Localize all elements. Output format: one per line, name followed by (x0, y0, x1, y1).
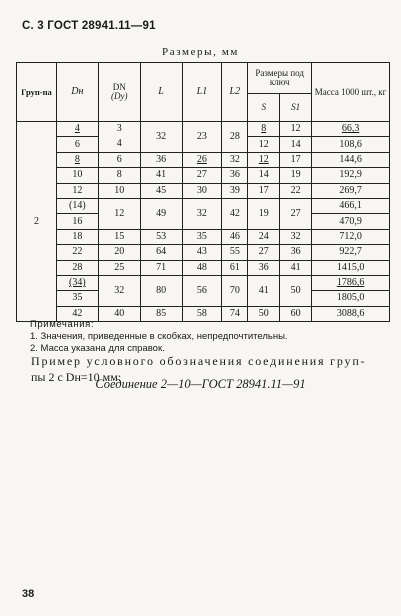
S-cell: 17 (248, 183, 280, 198)
col-dn-line2: (Dу) (110, 91, 128, 101)
L2-cell: 61 (222, 260, 248, 275)
mass-cell: 66,3 (312, 122, 390, 137)
dnv-cell: 10 (98, 183, 140, 198)
L2-cell: 32 (222, 152, 248, 167)
L2-cell: 74 (222, 306, 248, 321)
col-L-header: L (140, 63, 182, 122)
dnv-cell: 15 (98, 229, 140, 244)
col-S-header: S (248, 94, 280, 122)
mass-cell: 269,7 (312, 183, 390, 198)
table-row (17, 122, 390, 137)
L-cell: 80 (140, 275, 182, 306)
S-cell: 14 (248, 168, 280, 183)
L1-cell: 43 (182, 245, 222, 260)
group-cell: 2 (17, 122, 57, 322)
L2-cell: 55 (222, 245, 248, 260)
table-row (17, 229, 390, 244)
dn-cell: 12 (56, 183, 98, 198)
col-key-sizes-header: Размеры под ключ (248, 63, 312, 94)
mass-cell: 1805,0 (312, 291, 390, 306)
L1-cell: 30 (182, 183, 222, 198)
col-L2-header: L2 (222, 63, 248, 122)
dnv-cell: 12 (98, 198, 140, 229)
L1-cell: 48 (182, 260, 222, 275)
L-cell: 45 (140, 183, 182, 198)
dn-cell: 18 (56, 229, 98, 244)
S1-cell: 60 (280, 306, 312, 321)
dn-cell: (34) (56, 275, 98, 290)
table-row (17, 275, 390, 290)
dn-cell: (14) (56, 198, 98, 213)
mass-cell: 108,6 (312, 137, 390, 152)
mass-cell: 1415,0 (312, 260, 390, 275)
L-cell: 32 (140, 122, 182, 153)
L2-cell: 28 (222, 122, 248, 153)
mass-cell: 470,9 (312, 214, 390, 229)
L1-cell: 56 (182, 275, 222, 306)
dnv-cell: 20 (98, 245, 140, 260)
L2-cell: 46 (222, 229, 248, 244)
table-row (17, 168, 390, 183)
notes-block (30, 319, 288, 356)
S1-cell: 27 (280, 198, 312, 229)
S-cell: 12 (248, 137, 280, 152)
L-cell: 53 (140, 229, 182, 244)
L2-cell: 42 (222, 198, 248, 229)
dimensions-table (16, 62, 390, 322)
dn-cell: 10 (56, 168, 98, 183)
table-row (17, 198, 390, 213)
dnv-cell: 6 (98, 152, 140, 167)
table-row (17, 183, 390, 198)
designation-example: Соединение 2—10—ГОСТ 28941.11—91 (95, 377, 306, 391)
page-header: С. 3 ГОСТ 28941.11—91 (22, 20, 156, 32)
notes-title: Примечания: (30, 319, 95, 330)
L-cell: 64 (140, 245, 182, 260)
S-cell: 27 (248, 245, 280, 260)
dn-cell: 4 (56, 122, 98, 137)
table-row (17, 245, 390, 260)
dnv-cell: 8 (98, 168, 140, 183)
S-cell: 24 (248, 229, 280, 244)
S-cell: 19 (248, 198, 280, 229)
L-cell: 49 (140, 198, 182, 229)
example-line: Пример условного обозначения соединения груп- (31, 354, 367, 368)
S1-cell: 32 (280, 229, 312, 244)
col-L1-header: L1 (182, 63, 222, 122)
example-line: пы 2 с Dн=10 мм: (31, 370, 122, 384)
dnv-cell: 4 (98, 137, 140, 152)
L1-cell: 26 (182, 152, 222, 167)
col-group-header: Груп-па (17, 63, 57, 122)
S1-cell: 36 (280, 245, 312, 260)
dn-cell: 35 (56, 291, 98, 306)
dn-cell: 42 (56, 306, 98, 321)
S-cell: 50 (248, 306, 280, 321)
mass-cell: 1786,6 (312, 275, 390, 290)
S1-cell: 22 (280, 183, 312, 198)
mass-cell: 192,9 (312, 168, 390, 183)
L-cell: 36 (140, 152, 182, 167)
mass-cell: 922,7 (312, 245, 390, 260)
dnv-cell: 25 (98, 260, 140, 275)
dn-cell: 16 (56, 214, 98, 229)
table-row (17, 152, 390, 167)
col-dn-nominal-header (98, 63, 140, 122)
page-number: 38 (22, 588, 35, 600)
L1-cell: 27 (182, 168, 222, 183)
L-cell: 71 (140, 260, 182, 275)
S1-cell: 19 (280, 168, 312, 183)
S1-cell: 17 (280, 152, 312, 167)
L-cell: 85 (140, 306, 182, 321)
L1-cell: 35 (182, 229, 222, 244)
S-cell: 8 (248, 122, 280, 137)
L2-cell: 39 (222, 183, 248, 198)
mass-cell: 712,0 (312, 229, 390, 244)
S1-cell: 41 (280, 260, 312, 275)
dnv-cell: 40 (98, 306, 140, 321)
dn-cell: 6 (56, 137, 98, 152)
S1-cell: 12 (280, 122, 312, 137)
S1-cell: 50 (280, 275, 312, 306)
table-row (17, 260, 390, 275)
L1-cell: 23 (182, 122, 222, 153)
col-mass-header: Масса 1000 шт., кг (312, 63, 390, 122)
table-caption: Размеры, мм (162, 46, 239, 58)
mass-cell: 144,6 (312, 152, 390, 167)
col-dn-outer-header: Dн (56, 63, 98, 122)
L2-cell: 36 (222, 168, 248, 183)
S-cell: 12 (248, 152, 280, 167)
S-cell: 36 (248, 260, 280, 275)
note-item: 1. Значения, приведенные в скобках, непредпочтительны. (30, 331, 288, 343)
L-cell: 41 (140, 168, 182, 183)
dnv-cell: 3 (98, 122, 140, 137)
dn-cell: 8 (56, 152, 98, 167)
dn-cell: 28 (56, 260, 98, 275)
col-S1-header: S1 (280, 94, 312, 122)
note-item: 2. Масса указана для справок. (30, 343, 165, 355)
mass-cell: 3088,6 (312, 306, 390, 321)
S-cell: 41 (248, 275, 280, 306)
L2-cell: 70 (222, 275, 248, 306)
col-dn-line1: DN (112, 82, 126, 92)
dnv-cell: 32 (98, 275, 140, 306)
mass-cell: 466,1 (312, 198, 390, 213)
L1-cell: 32 (182, 198, 222, 229)
S1-cell: 14 (280, 137, 312, 152)
dn-cell: 22 (56, 245, 98, 260)
L1-cell: 58 (182, 306, 222, 321)
